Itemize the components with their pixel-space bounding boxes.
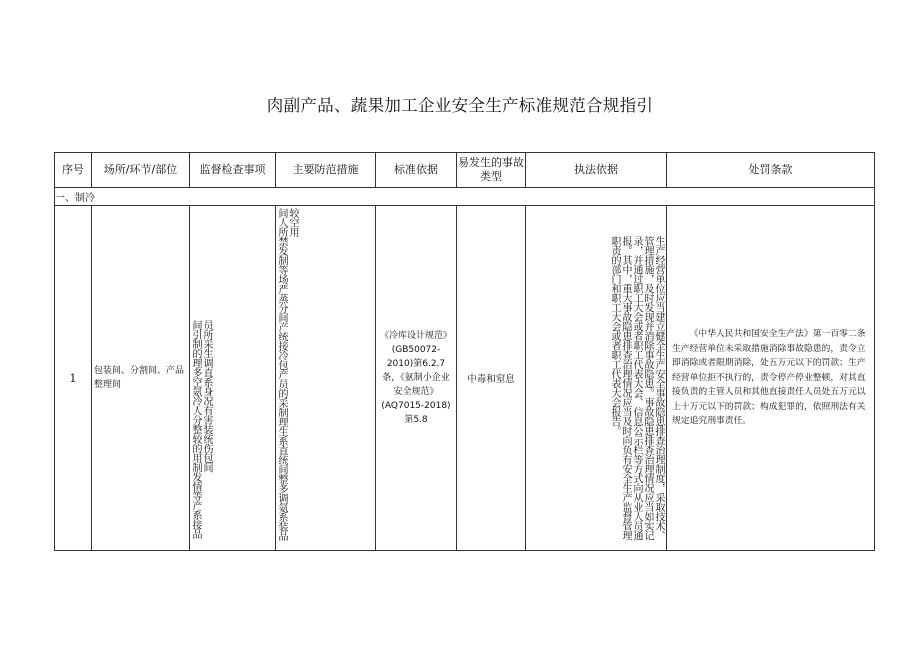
col-header-measures: 主要防范措施 <box>276 153 376 188</box>
col-header-place: 场所/环节/部位 <box>92 153 190 188</box>
col-header-accident-type: 易发生的事故类型 <box>457 153 526 188</box>
col-header-standard-basis: 标准依据 <box>376 153 457 188</box>
col-header-law-basis: 执法依据 <box>526 153 667 188</box>
row-measures-cell <box>276 206 376 551</box>
row-law-basis-cell <box>526 206 667 551</box>
section-row <box>55 188 875 206</box>
page-title: 肉副产品、蔬果加工企业安全生产标准规范合规指引 <box>266 96 654 115</box>
row-standard-basis <box>376 206 457 551</box>
table-row <box>55 206 875 551</box>
section-label: 一、制冷 <box>55 188 875 206</box>
row-law-basis: 生产经营单位应当建立健全生产安全事故隐患排查治理制度，采取技术、管理措施，及时发现并消除事故隐患。事故隐患排查治理情况应当如实记录，并通过职工大会或者职工代表大会、信息公示栏等方式向从业人员通报。其中，重大事故隐患排查治理情况应当及时向负有安全生产监督管理职责的部门和职工大会或者职工代表大会报告。 <box>609 236 664 540</box>
row-measures: 间人所禁发制等场严蒸分间产统接冷包产员的采制理生系直统间整多调氨系装品较空用 <box>276 208 298 541</box>
standard-basis-line-3: (AQ7015-2018)第5.8 <box>381 401 451 425</box>
row-penalty: 《中华人民共和国安全生产法》第一百零二条生产经营单位未采取措施消除事故隐患的，责令立即消除或者限期消除，处五万元以下的罚款；生产经营单位拒不执行的，责令停产停业整顿，对其直接负责的主管人员和其他直接责任人员处五万元以上十万元以下的罚款；构成犯罪的，依照刑法有关规定追究刑事责任。 <box>667 206 875 551</box>
standard-basis-line-1: 《冷库设计规范》 <box>380 331 453 341</box>
col-header-penalty: 处罚条款 <box>667 153 875 188</box>
row-check-item-cell <box>190 206 276 551</box>
standard-basis-line-2: (GB50072-2010)第6.2.7条，《氨制小企业安全规范》 <box>382 345 450 397</box>
row-number: 1 <box>55 206 92 551</box>
row-place: 包装间、分割间、产品整理间 <box>92 206 190 551</box>
compliance-table <box>54 152 875 551</box>
col-header-check-item: 监督检查事项 <box>190 153 276 188</box>
row-accident-type: 中毒和窒息 <box>457 206 526 551</box>
table-header-row <box>55 153 875 188</box>
row-check-item: 间引制的理多空氨冷人分整较的用制发情等产系接品员所采生调直系身况有害装统伤包间 <box>190 320 212 539</box>
col-header-number: 序号 <box>55 153 92 188</box>
